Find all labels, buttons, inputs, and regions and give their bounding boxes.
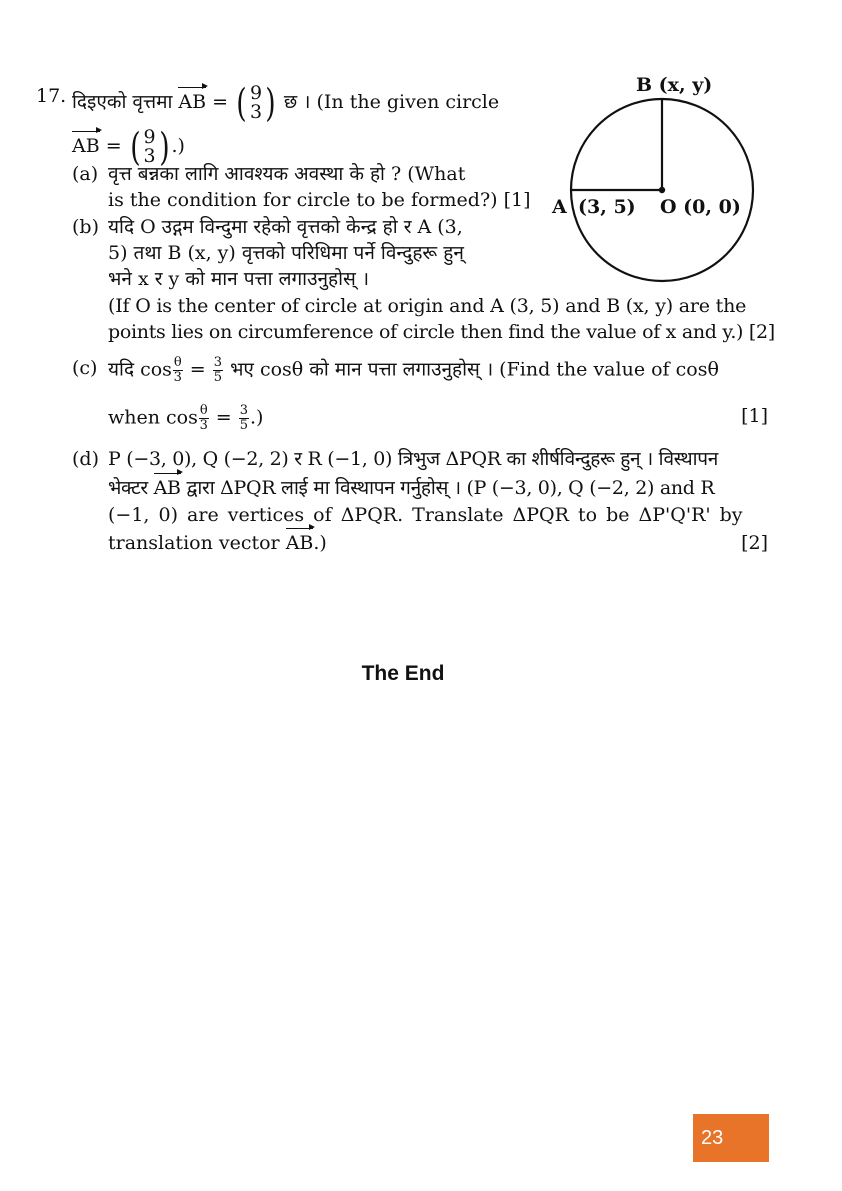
part-d-line4 <box>108 531 327 555</box>
part-b-line1: यदि O उद्गम विन्दुमा रहेको वृत्तको केन्द्र हो र A (3, <box>108 216 463 238</box>
label-point-o: O (0, 0) <box>660 196 741 218</box>
question-intro: दिइएको वृत्तमा AB = ( 9 3 ) छ । (In the given circle <box>72 81 500 125</box>
vector-ab: AB <box>178 91 207 113</box>
frac-num-b: θ <box>199 403 208 418</box>
question-number <box>36 84 66 108</box>
part-a-line2: is the condition for circle to be formed?) [1] <box>108 189 531 211</box>
part-c-mark: [1] <box>741 405 768 427</box>
vector-ab-4: AB <box>285 532 314 554</box>
center-point <box>659 187 665 193</box>
frac-den: 3 <box>173 370 182 385</box>
part-b-line3: भने x र y को मान पत्ता लगाउनुहोस् । <box>108 268 370 290</box>
part-d-label: (d) <box>72 448 99 470</box>
column-vector: ( 9 3 ) <box>236 81 276 125</box>
vector-ab-2: AB <box>72 135 100 157</box>
part-c-line1 <box>108 356 719 385</box>
label-point-a-coords: (3, 5) <box>578 196 636 218</box>
part-d-line2-pre: भेक्टर <box>108 477 148 499</box>
part-b-label: (b) <box>72 216 99 238</box>
val-den-b: 5 <box>239 418 248 433</box>
part-d-line2 <box>108 476 714 500</box>
circle-diagram <box>560 90 760 290</box>
part-c-line2-pre: when cos <box>108 406 198 429</box>
column-vector-2: ( 9 3 ) <box>129 125 170 169</box>
intro-en-end: .) <box>171 135 185 157</box>
the-end-text: The End <box>361 662 445 685</box>
frac-num: θ <box>173 355 182 370</box>
part-d-mark: [2] <box>741 532 768 554</box>
equals-sign-b: = <box>215 406 232 429</box>
part-c-label: (c) <box>72 357 98 379</box>
val-num: 3 <box>213 355 223 370</box>
equals-sign: = <box>189 358 206 381</box>
val-den: 5 <box>213 370 223 385</box>
part-a-label: (a) <box>72 163 99 185</box>
fraction-theta-3 <box>173 356 183 385</box>
vector-top-value: 9 <box>249 82 263 104</box>
vector-bottom-value: 3 <box>249 101 263 123</box>
part-d-line4-pre: translation vector <box>108 532 280 554</box>
frac-den-b: 3 <box>199 418 208 433</box>
vector-top-value-2: 9 <box>143 126 156 148</box>
question-intro-english: AB = ( 9 3 ) .) <box>72 125 185 169</box>
part-d-line3: (−1, 0) are vertices of ΔPQR. Translate ΔPQR to be ΔP'Q'R' by <box>108 504 743 526</box>
part-c-line2 <box>108 404 263 433</box>
part-d-line1: P (−3, 0), Q (−2, 2) र R (−1, 0) त्रिभुज ΔPQR का शीर्षविन्दुहरू हुन् । विस्थापन <box>108 448 719 470</box>
part-b-line4: (If O is the center of circle at origin and A (3, 5) and B (x, y) are the <box>108 295 747 317</box>
question-number-text: 17. <box>36 85 67 107</box>
page-number-text: 23 <box>701 1126 724 1149</box>
part-c-pre: यदि cos <box>108 358 172 381</box>
label-point-b: B (x, y) <box>636 74 713 96</box>
fraction-3-5 <box>213 356 223 385</box>
part-b-line2: 5) तथा B (x, y) वृत्तको परिधिमा पर्ने विन्दुहरू हुन् <box>108 242 464 264</box>
fraction-3-5-b <box>239 404 249 433</box>
page-number <box>693 1114 769 1162</box>
part-d-line4-post: .) <box>313 532 327 554</box>
part-c-post: भए cosθ को मान पत्ता लगाउनुहोस् । (Find the value of cosθ <box>230 358 719 381</box>
vector-bottom-value-2: 3 <box>143 145 156 167</box>
part-a-line1: वृत्त बन्नका लागि आवश्यक अवस्था के हो ? (What <box>108 163 466 185</box>
part-d-line2-post: द्वारा ΔPQR लाई मा विस्थापन गर्नुहोस् । (P (−3, 0), Q (−2, 2) and R <box>186 477 715 499</box>
val-num-b: 3 <box>239 403 248 418</box>
vector-ab-3: AB <box>153 477 181 499</box>
label-point-a: A <box>552 196 567 218</box>
part-c-line2-post: .) <box>249 406 264 429</box>
intro-nepali: दिइएको वृत्तमा <box>72 91 173 113</box>
intro-end: छ । (In the given circle <box>283 91 500 113</box>
fraction-theta-3-b <box>199 404 209 433</box>
part-b-line5: points lies on circumference of circle then find the value of x and y.) [2] <box>108 321 775 343</box>
